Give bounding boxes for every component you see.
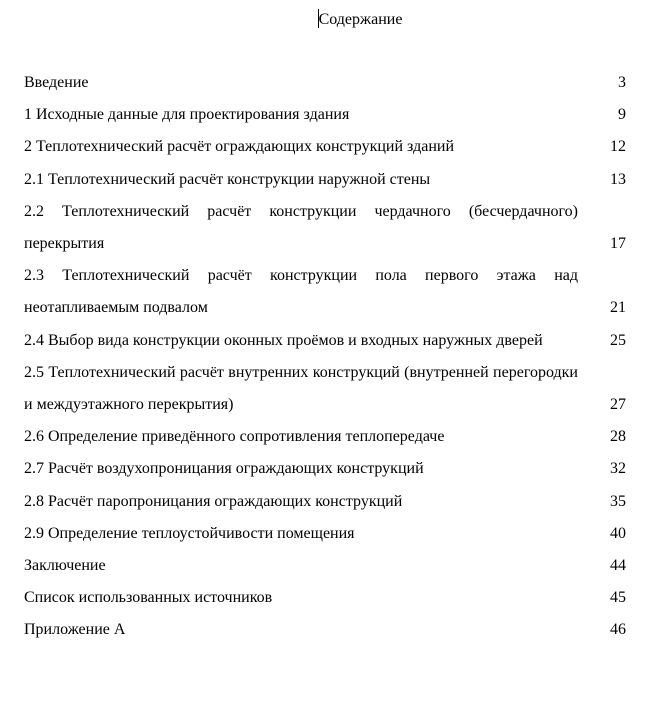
toc-entry-title: 2.4 Выбор вида конструкции оконных проёмов и входных наружных дверей — [24, 331, 543, 349]
toc-entry-page: 35 — [610, 492, 626, 510]
toc-entry[interactable] — [24, 196, 626, 260]
toc-entry[interactable] — [24, 260, 626, 324]
toc-entry-title: 2 Теплотехнический расчёт ограждающих конструкций зданий — [24, 138, 454, 156]
toc-entry[interactable] — [24, 550, 626, 582]
toc-entry-title: 2.1 Теплотехнический расчёт конструкции наружной стены — [24, 170, 431, 188]
title-text: Содержание — [318, 11, 403, 28]
toc-entry[interactable] — [24, 164, 626, 196]
toc-entry-page: 44 — [610, 557, 626, 575]
toc-entry[interactable] — [24, 99, 626, 131]
toc-entry-page: 9 — [618, 106, 626, 124]
toc-entry-page: 46 — [610, 621, 626, 639]
toc-entry[interactable] — [24, 614, 626, 646]
toc-entry-title: 2.9 Определение теплоустойчивости помещения — [24, 524, 355, 542]
toc-entry[interactable] — [24, 421, 626, 453]
toc-entry[interactable] — [24, 357, 626, 421]
toc-entry-page: 13 — [610, 170, 626, 188]
toc-entry[interactable] — [24, 67, 626, 99]
toc-entry-page: 12 — [610, 138, 626, 156]
toc-entry[interactable] — [24, 582, 626, 614]
toc-entry[interactable] — [24, 131, 626, 163]
toc-entry-title: 2.8 Расчёт паропроницания ограждающих конструкций — [24, 492, 403, 510]
toc-entry-page: 28 — [610, 428, 626, 446]
toc-entry[interactable] — [24, 453, 626, 485]
toc-entry-title: Заключение — [24, 557, 106, 575]
toc-entry-page: 17 — [610, 235, 626, 253]
document-title — [0, 9, 669, 31]
toc-entry-page: 40 — [610, 524, 626, 542]
table-of-contents — [24, 67, 626, 647]
toc-entry-page: 25 — [610, 331, 626, 349]
toc-entry-page: 45 — [610, 589, 626, 607]
toc-entry-title: Список использованных источников — [24, 589, 273, 607]
toc-entry-title: 2.7 Расчёт воздухопроницания ограждающих конструкций — [24, 460, 424, 478]
toc-entry-page: 32 — [610, 460, 626, 478]
toc-entry-title: 2.6 Определение приведённого сопротивления теплопередаче — [24, 428, 445, 446]
toc-entry-title: 2.3 Теплотехнический расчёт конструкции пола первого этажа над неотапливаемым подвалом — [24, 267, 578, 317]
toc-entry-title: Введение — [24, 74, 89, 91]
toc-entry[interactable] — [24, 486, 626, 518]
toc-entry-title: Приложение А — [24, 621, 126, 639]
toc-entry[interactable] — [24, 518, 626, 550]
toc-entry-page: 27 — [610, 396, 626, 414]
toc-entry-title: 1 Исходные данные для проектирования здания — [24, 106, 350, 124]
toc-entry-page: 3 — [618, 74, 626, 91]
toc-entry-page: 21 — [610, 299, 626, 317]
toc-entry-title: 2.5 Теплотехнический расчёт внутренних конструкций (внутренней перегородки и междуэтажного перекрытия) — [24, 363, 578, 414]
toc-entry-title: 2.2 Теплотехнический расчёт конструкции чердачного (бесчердачного) перекрытия — [24, 202, 578, 253]
toc-entry[interactable] — [24, 325, 626, 357]
